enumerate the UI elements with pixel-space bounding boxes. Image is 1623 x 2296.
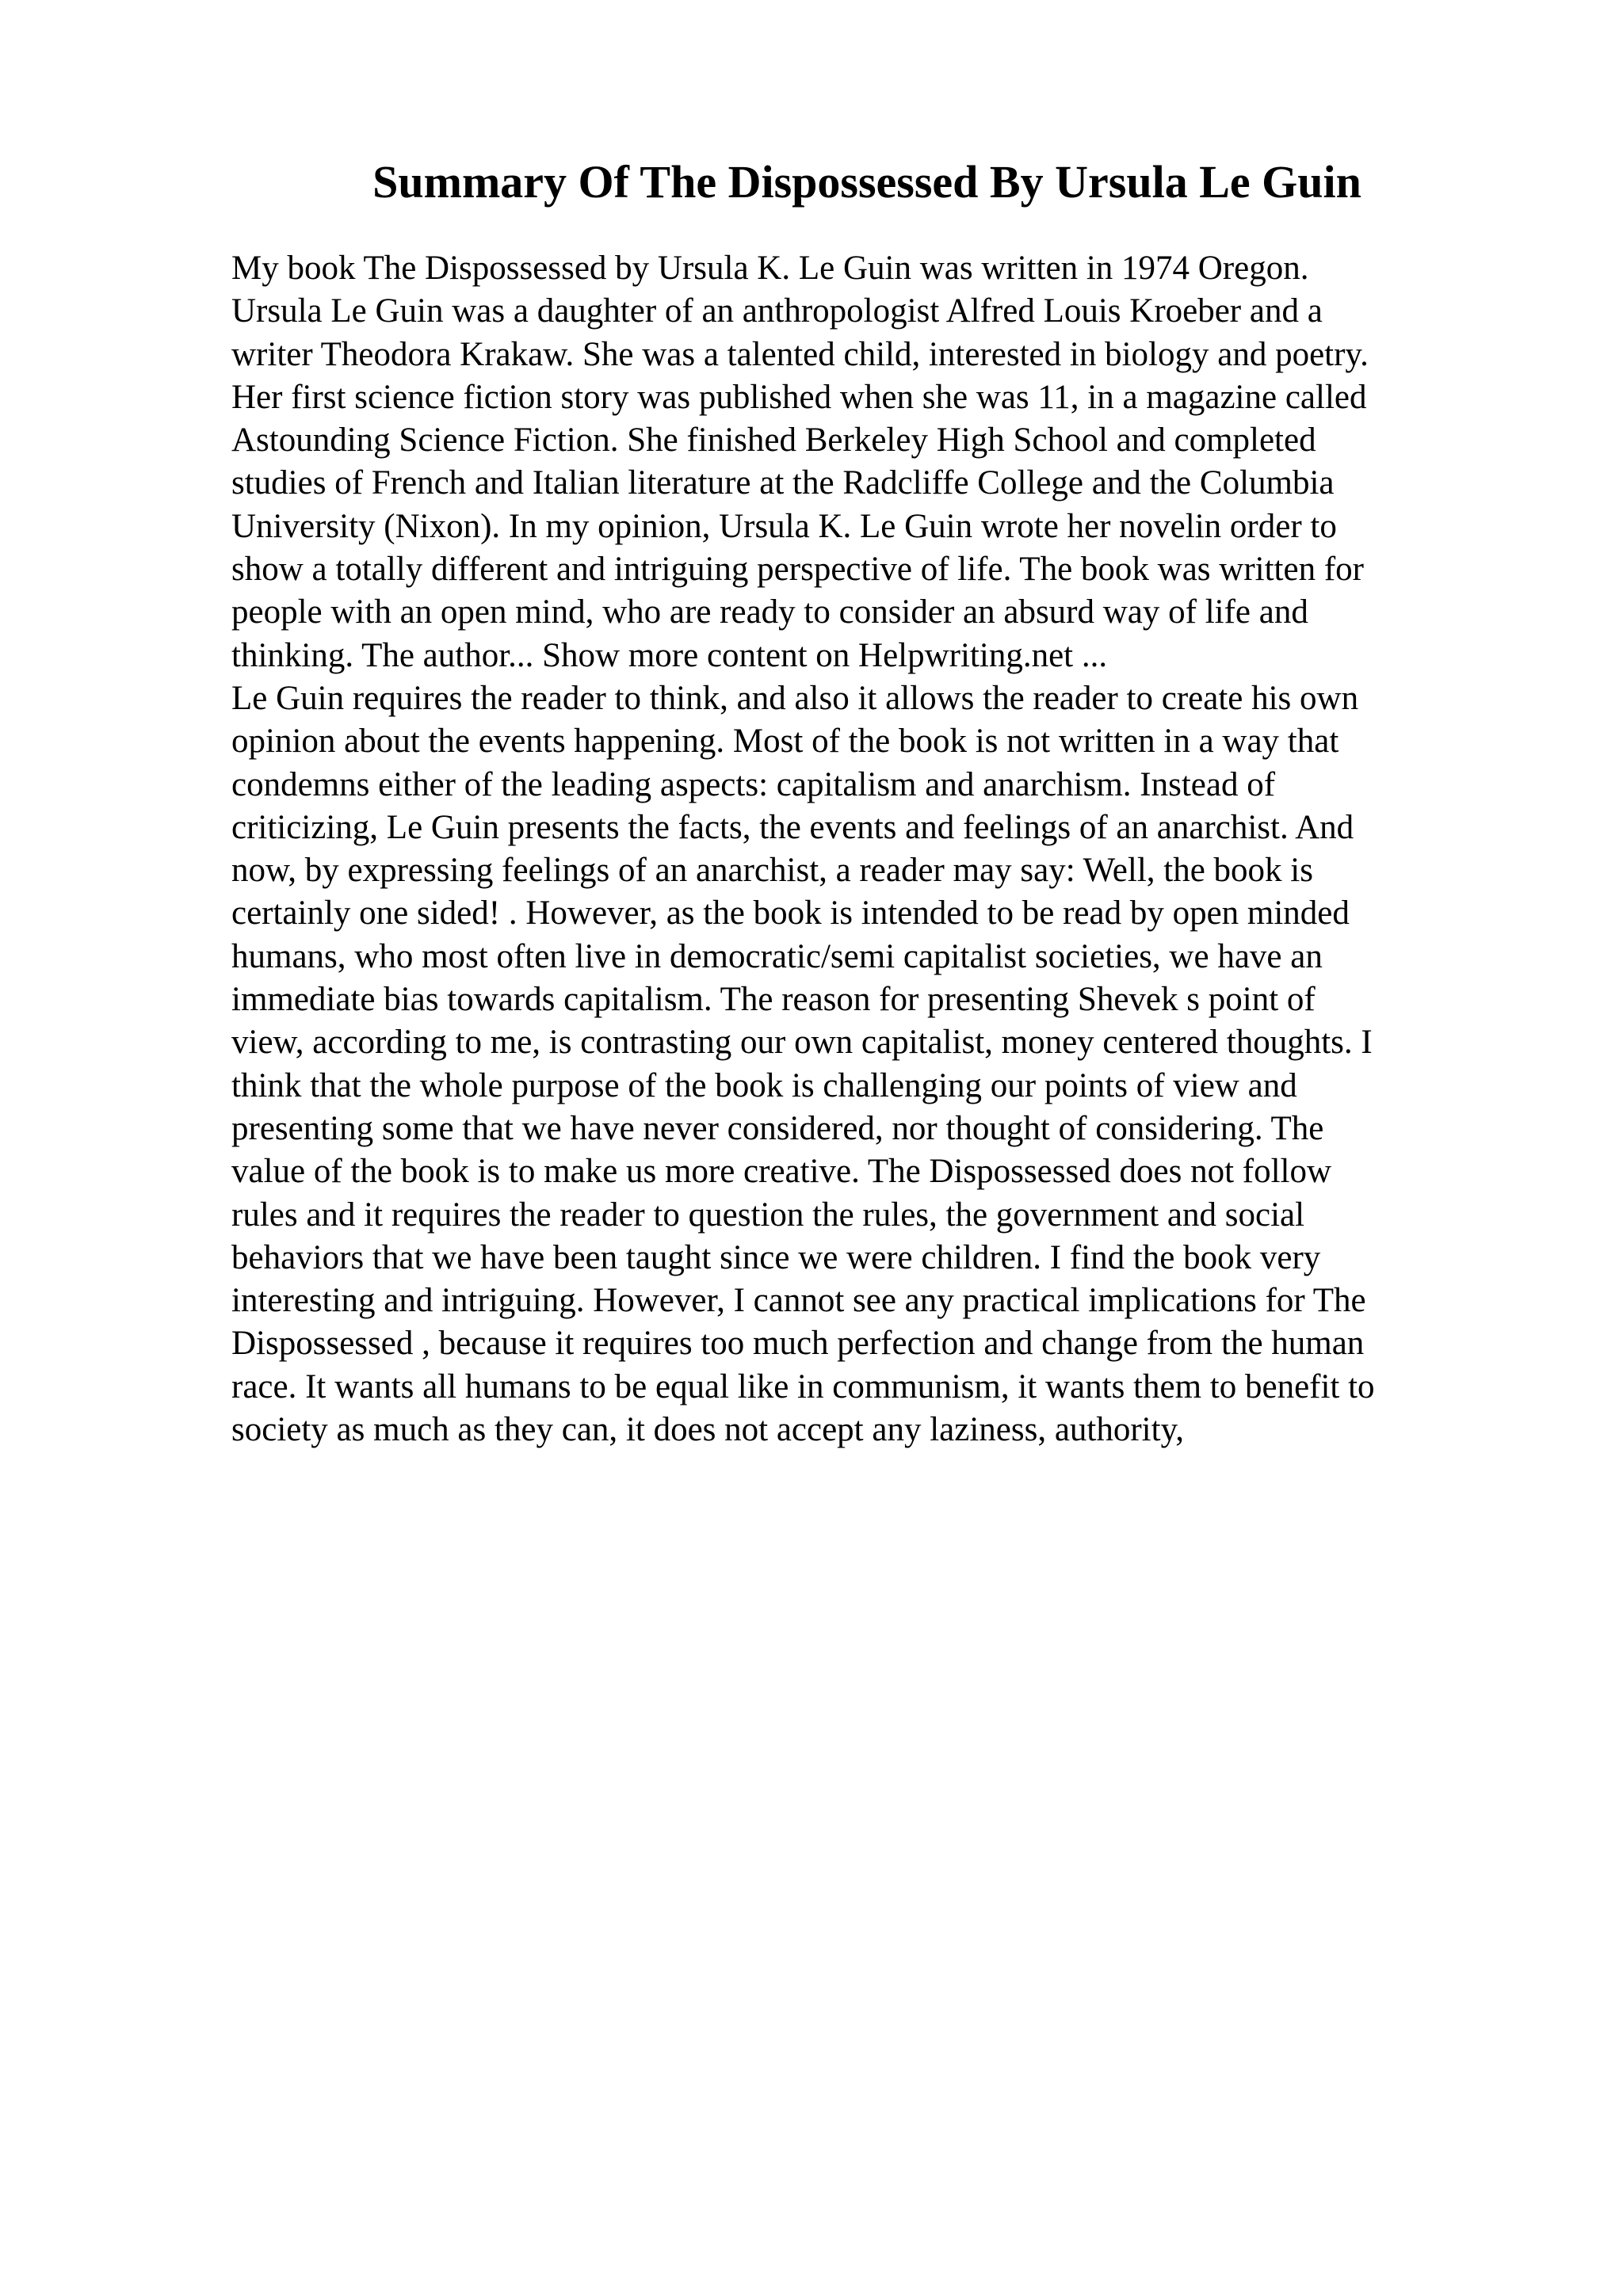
- body-text: [231, 247, 1499, 1451]
- text-line: immediate bias towards capitalism. The reason for presenting Shevek s point of: [231, 981, 1316, 1019]
- text-line: Astounding Science Fiction. She finished Berkeley High School and completed: [231, 421, 1316, 460]
- text-line: race. It wants all humans to be equal like in communism, it wants them to benefit to: [231, 1367, 1375, 1405]
- text-line: presenting some that we have never considered, nor thought of considering. The: [231, 1109, 1324, 1147]
- text-line: My book The Dispossessed by Ursula K. Le Guin was written in 1974 Oregon.: [231, 250, 1309, 287]
- text-line: condemns either of the leading aspects: capitalism and anarchism. Instead of: [231, 765, 1276, 803]
- page-title: Summary Of The Dispossessed By Ursula Le Guin: [372, 156, 1361, 208]
- text-line: people with an open mind, who are ready to consider an absurd way of life and: [231, 593, 1308, 631]
- text-line: certainly one sided! . However, as the book is intended to be read by open minded: [231, 894, 1350, 933]
- text-line: Le Guin requires the reader to think, and also it allows the reader to create his own: [231, 679, 1359, 717]
- text-line: society as much as they can, it does not accept any laziness, authority,: [231, 1411, 1185, 1449]
- text-line: writer Theodora Krakaw. She was a talented child, interested in biology and poetry.: [231, 335, 1369, 373]
- text-line: Her first science fiction story was published when she was 11, in a magazine called: [231, 378, 1367, 416]
- text-line: think that the whole purpose of the book is challenging our points of view and: [231, 1066, 1297, 1104]
- text-line: rules and it requires the reader to question the rules, the government and social: [231, 1196, 1305, 1234]
- text-line: show a totally different and intriguing perspective of life. The book was written for: [231, 551, 1364, 589]
- text-line: University (Nixon). In my opinion, Ursula K. Le Guin wrote her novelin order to: [231, 507, 1337, 545]
- text-line: humans, who most often live in democratic/semi capitalist societies, we have an: [231, 937, 1323, 975]
- text-line: value of the book is to make us more creative. The Dispossessed does not follow: [231, 1153, 1332, 1191]
- text-line: opinion about the events happening. Most of the book is not written in a way that: [231, 723, 1339, 761]
- text-line: now, by expressing feelings of an anarchist, a reader may say: Well, the book is: [231, 852, 1313, 890]
- text-line: criticizing, Le Guin presents the facts, the events and feelings of an anarchist. And: [231, 808, 1354, 846]
- text-line: Ursula Le Guin was a daughter of an anthropologist Alfred Louis Kroeber and a: [231, 292, 1323, 330]
- text-line: studies of French and Italian literature at the Radcliffe College and the Columbia: [231, 464, 1335, 502]
- text-line: thinking. The author... Show more content on Helpwriting.net ...: [231, 636, 1108, 674]
- text-line: view, according to me, is contrasting our own capitalist, money centered thoughts. I: [231, 1024, 1373, 1062]
- text-line: Dispossessed , because it requires too much perfection and change from the human: [231, 1325, 1365, 1363]
- text-line: behaviors that we have been taught since we were children. I find the book very: [231, 1238, 1321, 1276]
- text-line: interesting and intriguing. However, I cannot see any practical implications for The: [231, 1282, 1366, 1320]
